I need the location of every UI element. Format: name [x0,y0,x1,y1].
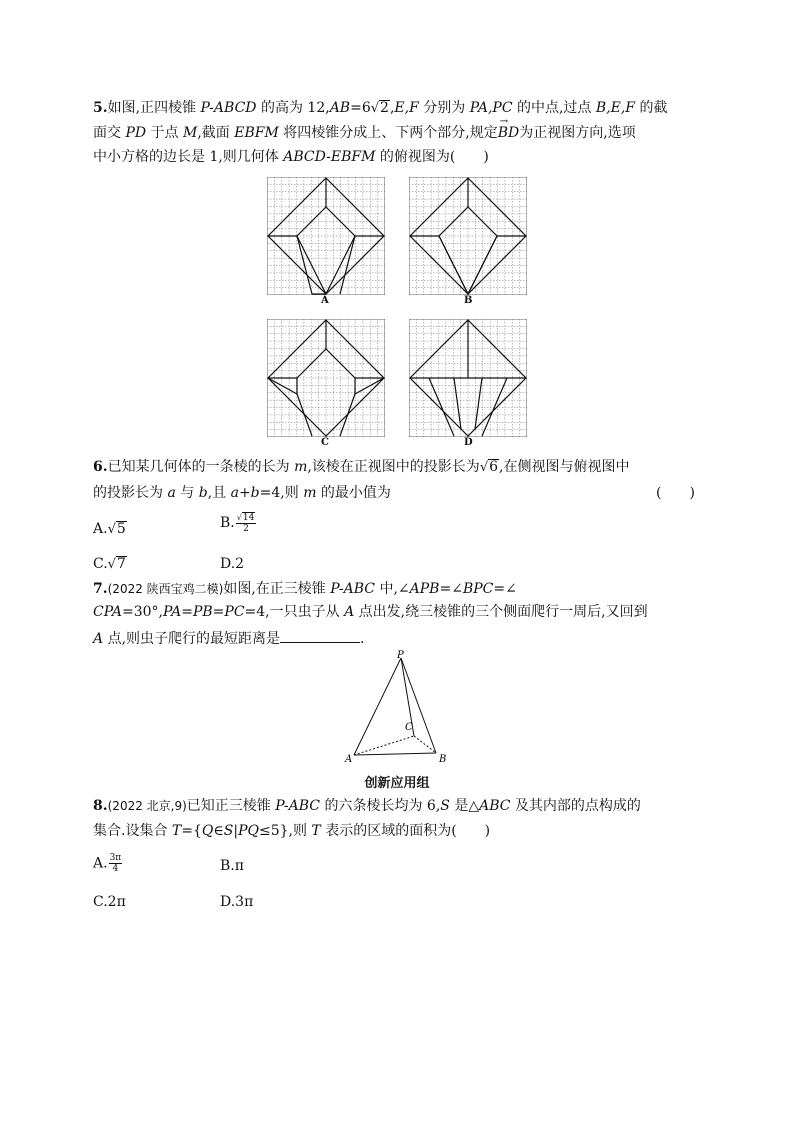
q8-text: 集合.设集合 [93,823,172,839]
q7-text: PB [192,604,213,620]
q8-source: (2022 北京,9) [107,799,187,813]
numerator: 3π [109,853,122,863]
q6-answer-paren: ( ) [656,485,695,501]
q8-text: ∈ [213,823,224,839]
q7-source: (2022 陕西宝鸡二模) [107,582,224,596]
q8-option-c: C.2π [93,894,126,910]
denominator: 2 [243,524,249,534]
denominator: 4 [112,864,119,874]
q7-line-2 [93,603,648,621]
q6-text: 的投影长为 [93,485,168,501]
q8-text: 及其内部的点构成的 [510,798,641,814]
sqrt-5: 5 [116,521,126,537]
option-b-figure [409,177,527,295]
q7-text: APB [409,581,440,597]
vertex-label-c: C [405,722,413,733]
q8-line-2 [93,822,490,840]
q5-text: AB [329,100,351,116]
q8-text: ABC [479,798,511,814]
q5-line-1: 5.如图,正四棱锥 P-ABCD 的高为 12,AB=6√2,E,F 分别为 PA,PC 的中点,过点 B,E,F 的截 [93,100,668,116]
q7-text: BPC [462,581,494,597]
q6-text: ,在侧视图与俯视图中 [499,459,630,475]
answer-blank [280,628,360,643]
q7-text: =4,一只虫子从 [244,604,345,620]
q5-text: =6 [350,100,371,116]
q5-text: 于点 [146,125,184,141]
q5-text: PD [125,125,147,141]
vertex-label-p: P [397,650,404,661]
q6-text: =4,则 [259,485,304,501]
q6-text: 与 [175,485,199,501]
q5-text: 面交 [93,125,126,141]
q8-text: 表示的区域的面积为( ) [320,823,491,839]
q7-text: 中,∠ [375,581,410,597]
q6-text: 的最小值为 [316,485,391,501]
q8-text: 是△ [449,798,480,814]
q7-line-3 [93,628,364,648]
vertex-label-b: B [439,754,447,765]
q5-text: , [389,100,395,116]
q5-text: 的高为 12, [256,100,330,116]
q6-line-1: 6.已知某几何体的一条棱的长为 m,该棱在正视图中的投影长为√6,在侧视图与俯视图中 [93,459,630,475]
q5-text: 的俯视图为( ) [375,149,489,165]
q5-number: 5. [93,100,108,116]
q8-option-a [93,853,122,874]
sqrt-7: 7 [116,556,126,572]
fraction-sqrt14-over-2: $\frac{√14}{2}$ [236,513,255,534]
q6-text: ,且 [207,485,231,501]
vector-bd: → BD [498,124,520,142]
option-label: C. [93,556,108,572]
caption-a: A [321,295,329,306]
q5-text: 的中点,过点 [512,100,596,116]
q7-text: = [212,604,225,620]
q5-text: ,截面 [197,125,235,141]
vertex-label-a: A [345,754,353,765]
q8-text: Q [201,823,214,839]
q6-text: ,该棱在正视图中的投影长为 [307,459,480,475]
q8-text: T [311,823,321,839]
option-d-figure [409,319,527,437]
caption-d: D [464,437,473,448]
q8-text: S [223,823,234,839]
q6-text: 已知某几何体的一条棱的长为 [107,459,295,475]
q7-text: 点出发,绕三棱锥的三个侧面爬行一周后,又回到 [354,604,648,620]
q8-text: ≤5},则 [258,823,312,839]
q7-text: CPA [93,604,122,620]
option-label: A. [93,521,108,537]
q6-text: b [198,485,208,501]
q6-text: a [167,485,176,501]
q8-text: | [233,823,239,839]
caption-b: B [464,295,473,306]
q7-text: A [93,631,104,647]
q7-text: =∠ [493,581,517,597]
tetrahedron-edges [354,658,436,755]
q8-text: S [440,798,450,814]
q6-option-b [220,512,256,534]
q5-line-3 [93,148,489,166]
q6-text: m [294,459,308,475]
numerator: 14 [242,513,255,523]
q7-text: 如图,在正三棱锥 [223,581,331,597]
q5-text: P-ABCD [200,100,257,116]
q6-text: a+b [230,485,260,501]
q7-text: =30°, [121,604,163,620]
q7-text: =∠ [439,581,463,597]
q6-option-c: C.√7 [93,556,126,572]
q8-text: PQ [238,823,259,839]
option-a-figure [267,177,385,295]
q7-number: 7. [93,581,108,597]
q5-text: 的截 [635,100,668,116]
q5-text: 分别为 [418,100,470,116]
q5-text: EBFM [234,125,279,141]
option-label: B. [220,515,235,531]
q5-text: ABCD-EBFM [283,149,376,165]
section-title: 创新应用组 [364,776,430,791]
q5-text: 中小方格的边长是 1,则几何体 [93,149,284,165]
option-label: A. [93,855,108,872]
q7-text: PC [224,604,245,620]
q5-text: 为正视图方向,选项 [519,125,636,141]
q8-text: T [171,823,182,839]
q5-text: B,E,F [595,100,636,116]
option-c-figure [267,319,385,437]
q7-text: PA [162,604,182,620]
q5-text: M [183,125,198,141]
q7-text: A [344,604,355,620]
q5-text: 将四棱锥分成上、下两个部分,规定 [278,125,498,141]
q6-text: m [303,485,317,501]
fraction-3pi-over-4 [109,853,123,874]
q7-text: 点,则虫子爬行的最短距离是 [103,631,281,647]
caption-c: C [321,437,329,448]
q7-line-1 [93,580,517,598]
q7-text: . [360,631,365,647]
q8-option-d: D.3π [220,894,254,910]
q5-text: 如图,正四棱锥 [107,100,201,116]
q6-option-d: D.2 [220,556,245,572]
q7-text: P-ABC [330,581,376,597]
q6-number: 6. [93,459,108,475]
q8-option-b: B.π [220,858,244,874]
tetrahedron-figure [340,650,460,765]
sqrt-6: 6 [489,459,499,475]
q8-text: 的六条棱长均为 6, [320,798,441,814]
q8-line-1 [93,797,641,815]
q8-text: ={ [181,823,202,839]
q5-text: PA,PC [469,100,513,116]
sqrt-2: 2 [380,100,389,116]
q6-option-a: A.√5 [93,521,126,537]
q8-text: P-ABC [275,798,321,814]
q8-text: 已知正三棱锥 [186,798,276,814]
q5-line-2 [93,124,636,142]
q8-number: 8. [93,798,108,814]
q5-text: E,F [394,100,419,116]
q6-line-2 [93,484,391,502]
q7-text: = [181,604,193,620]
